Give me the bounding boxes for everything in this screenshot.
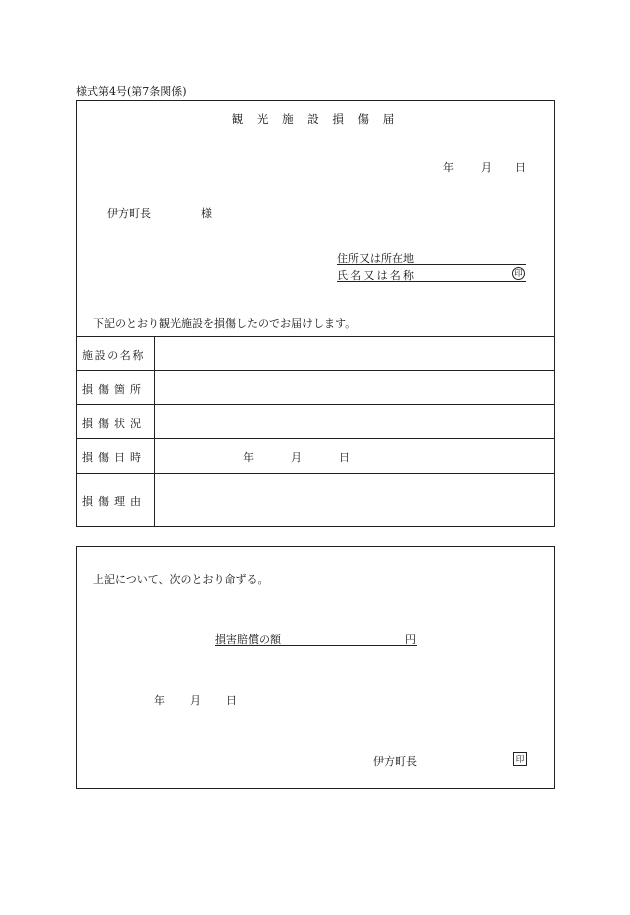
applicant-seal-mark: 印 — [512, 267, 525, 280]
row-label-damage-datetime: 損傷日時 — [82, 451, 146, 464]
compensation-amount-label: 損害賠償の額 — [215, 633, 281, 646]
address-label: 住所又は所在地 — [337, 252, 414, 265]
name-label: 氏名又は名称 — [337, 269, 417, 282]
damage-year-label: 年 — [243, 451, 254, 464]
addressee-honorific: 様 — [201, 207, 212, 220]
table-top-border — [77, 336, 554, 337]
submission-month-label: 月 — [481, 161, 492, 174]
notification-form — [76, 100, 555, 527]
name-field-line[interactable] — [337, 281, 526, 282]
applicant-seal — [512, 266, 525, 280]
facility-name-field[interactable] — [157, 339, 550, 368]
form-title: 観 光 施 設 損 傷 届 — [231, 112, 400, 126]
row-divider — [77, 473, 554, 474]
issuer-name: 伊方町長 — [373, 755, 417, 768]
damage-day-label: 日 — [339, 451, 350, 464]
order-section — [76, 546, 555, 789]
statement-text: 下記のとおり観光施設を損傷したのでお届けします。 — [93, 317, 357, 330]
compensation-amount-field-line[interactable] — [215, 645, 417, 646]
column-divider — [154, 336, 155, 526]
row-divider — [77, 438, 554, 439]
submission-year-label: 年 — [443, 161, 454, 174]
order-year-label: 年 — [154, 694, 165, 707]
row-divider — [77, 404, 554, 405]
submission-day-label: 日 — [515, 161, 526, 174]
currency-label: 円 — [405, 633, 416, 646]
order-day-label: 日 — [226, 694, 237, 707]
row-label-damage-reason: 損傷理由 — [82, 495, 146, 508]
issuer-seal — [513, 752, 527, 766]
order-intro: 上記について、次のとおり命ずる。 — [93, 573, 269, 586]
form-number: 様式第4号(第7条関係) — [76, 85, 187, 98]
row-divider — [77, 370, 554, 371]
address-field-line[interactable] — [337, 264, 526, 265]
order-month-label: 月 — [190, 694, 201, 707]
row-label-damage-status: 損傷状況 — [82, 417, 146, 430]
row-label-facility-name: 施設の名称 — [82, 349, 145, 362]
damage-location-field[interactable] — [157, 373, 550, 402]
damage-status-field[interactable] — [157, 407, 550, 436]
addressee-name: 伊方町長 — [107, 207, 151, 220]
damage-month-label: 月 — [291, 451, 302, 464]
issuer-seal-mark: 印 — [513, 752, 527, 766]
damage-reason-field[interactable] — [157, 476, 550, 524]
row-label-damage-location: 損傷箇所 — [82, 383, 146, 396]
